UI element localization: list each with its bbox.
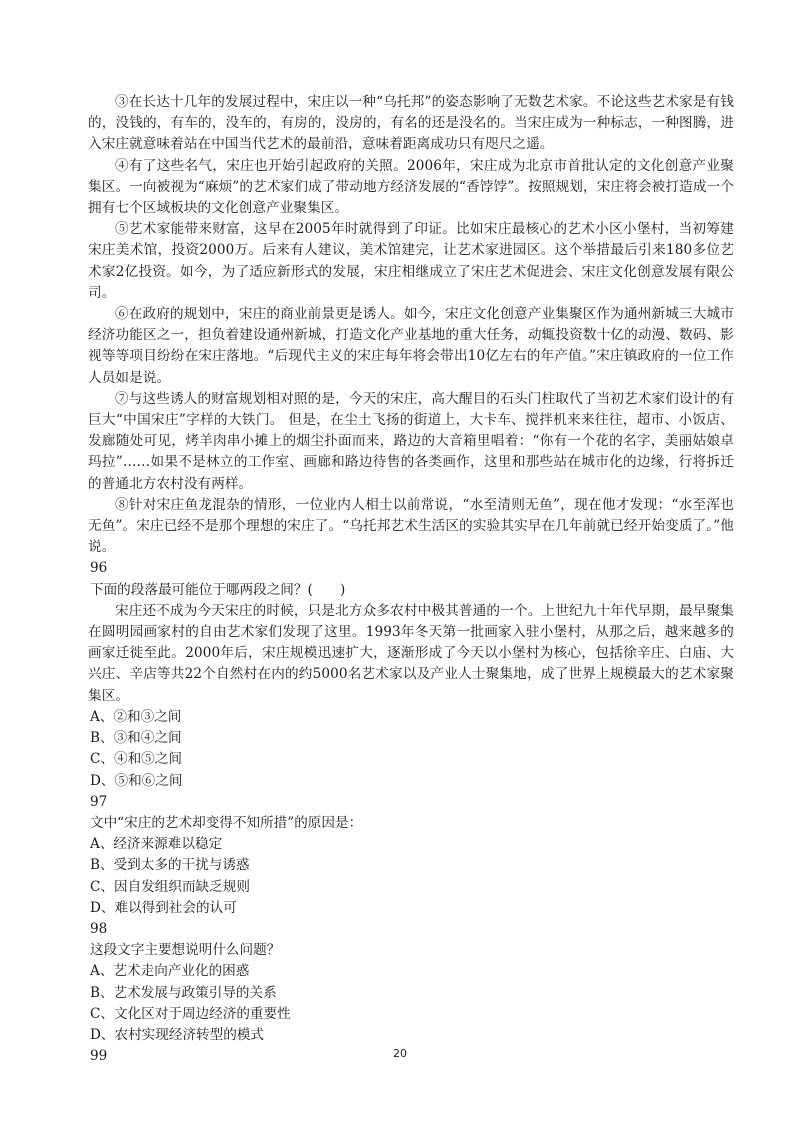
article-paragraph-5: ⑤艺术家能带来财富，这早在2005年时就得到了印证。比如宋庄最核心的艺术小区小堡村，当初筹建宋庄美术馆，投资2000万。后来有人建议，美术馆建完，让艺术家进园区。这个举措最后引来180多位艺术家2亿投资。如今，为了适应新形式的发展，宋庄相继成立了宋庄艺术促进会、宋庄文化创意发展有限公司。: [88, 221, 734, 301]
option-b[interactable]: B、③和④之间: [90, 730, 182, 747]
question-stem: 这段文字主要想说明什么问题？: [90, 942, 281, 959]
option-c[interactable]: C、文化区对于周边经济的重要性: [90, 1005, 291, 1022]
article-paragraph-6: ⑥在政府的规划中，宋庄的商业前景更是诱人。如今，宋庄文化创意产业集聚区作为通州新城三大城市经济功能区之一，担负着建设通州新城，打造文化产业基地的重大任务，动辄投资数十亿的动漫、数码、影视等等项目纷纷在宋庄落地。“后现代主义的宋庄每年将会带出10亿左右的年产值。”宋庄镇政府的一位工作人员如是说。: [88, 306, 734, 386]
question-stem: 下面的段落最可能位于哪两段之间？( ): [90, 581, 346, 598]
question-96: [88, 558, 734, 791]
page-number: 20: [393, 1047, 407, 1060]
option-c[interactable]: C、因自发组织而缺乏规则: [90, 878, 250, 895]
article-paragraph-4: ④有了这些名气，宋庄也开始引起政府的关照。2006年，宋庄成为北京市首批认定的文化创意产业聚集区。一向被视为“麻烦”的艺术家们成了带动地方经济发展的“香饽饽”。按照规划，宋庄将会被打造成一个拥有七个区域板块的文化创意产业聚集区。: [88, 157, 734, 217]
option-d[interactable]: D、农村实现经济转型的模式: [90, 1026, 265, 1043]
question-stem: 文中“宋庄的艺术却变得不知所措”的原因是：: [90, 814, 363, 831]
question-number: 99: [90, 1048, 108, 1065]
question-passage: 宋庄还不成为今天宋庄的时候，只是北方众多农村中极其普通的一个。上世纪九十年代早期，最早聚集在圆明园画家村的自由艺术家们发现了这里。1993年冬天第一批画家入驻小堡村，从那之后，越来越多的画家迁徙至此。2000年后，宋庄规模迅速扩大，逐渐形成了今天以小堡村为核心，包括徐辛庄、白庙、大兴庄、辛店等共22个自然村在内的约5000名艺术家以及产业人士聚集地，成了世界上规模最大的艺术家聚集区。: [88, 602, 734, 704]
document-body: [88, 92, 734, 1067]
option-d[interactable]: D、⑤和⑥之间: [90, 772, 183, 789]
option-b[interactable]: B、艺术发展与政策引导的关系: [90, 984, 277, 1001]
option-d[interactable]: D、难以得到社会的认可: [90, 899, 237, 916]
option-a[interactable]: A、②和③之间: [90, 708, 182, 725]
question-number: 98: [90, 920, 108, 937]
article-paragraph-8: ⑧针对宋庄鱼龙混杂的情形，一位业内人相士以前常说，“水至清则无鱼”，现在他才发现：“水至浑也无鱼”。宋庄已经不是那个理想的宋庄了。“乌托邦艺术生活区的实验其实早在几年前就已经开始变质了。”他说。: [88, 496, 734, 556]
article-paragraph-3: ③在长达十几年的发展过程中，宋庄以一种“乌托邦”的姿态影响了无数艺术家。不论这些艺术家是有钱的，没钱的，有车的，没车的，有房的，没房的，有名的还是没名的。当宋庄成为一种标志，一种图腾，进入宋庄就意味着站在中国当代艺术的最前沿，意味着距离成功只有咫尺之遥。: [88, 94, 734, 153]
question-98: [88, 919, 734, 1046]
option-c[interactable]: C、④和⑤之间: [90, 751, 182, 768]
question-97: [88, 792, 734, 919]
option-a[interactable]: A、经济来源难以稳定: [90, 836, 223, 853]
question-number: 97: [90, 793, 108, 810]
option-a[interactable]: A、艺术走向产业化的困惑: [90, 963, 250, 980]
article-paragraph-7: ⑦与这些诱人的财富规划相对照的是，今天的宋庄，高大醒目的石头门柱取代了当初艺术家们设计的有巨大“中国宋庄”字样的大铁门。 但是，在尘土飞扬的街道上，大卡车、搅拌机来来往往，超市、小饭店、发廊随处可见，烤羊肉串小摊上的烟尘扑面而来，路边的大音箱里唱着：“你有一个花的名字，美丽姑娘卓玛拉”……如果不是林立的工作室、画廊和路边待售的各类画作，这里和那些站在城市化的边缘，行将拆迁的普通北方农村没有两样。: [88, 390, 734, 492]
question-number: 96: [90, 560, 108, 577]
option-b[interactable]: B、受到太多的干扰与诱惑: [90, 857, 250, 874]
